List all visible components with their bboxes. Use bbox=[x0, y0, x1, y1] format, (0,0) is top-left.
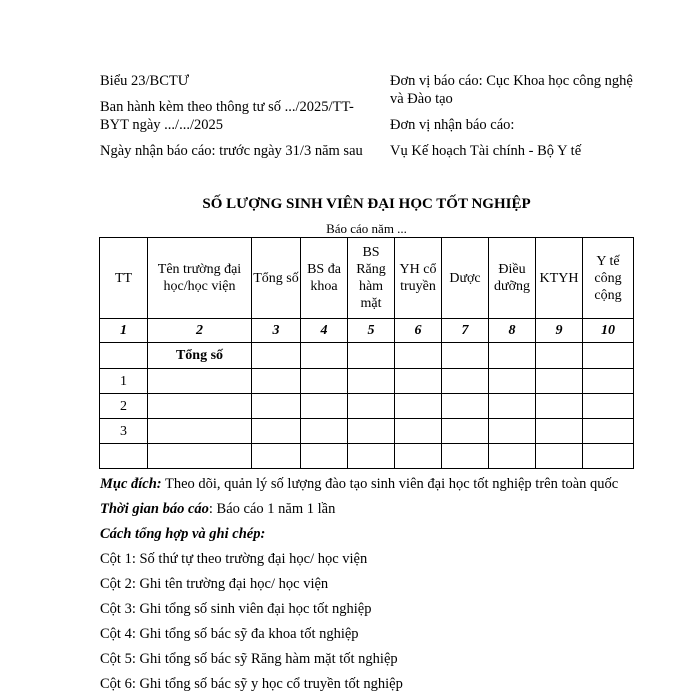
method-line: Cột 5: Ghi tổng số bác sỹ Răng hàm mặt tốt nghiệp bbox=[100, 651, 398, 667]
table-cell bbox=[442, 343, 489, 369]
receiving-unit-label: Đơn vị nhận báo cáo: bbox=[390, 117, 515, 133]
table-cell bbox=[489, 419, 536, 444]
table-row bbox=[100, 444, 634, 469]
table-cell bbox=[536, 343, 583, 369]
table-cell bbox=[100, 343, 148, 369]
table-cell bbox=[348, 419, 395, 444]
column-header: Dược bbox=[442, 238, 489, 319]
header-right bbox=[390, 72, 640, 168]
table-row bbox=[100, 419, 634, 444]
column-number: 3 bbox=[252, 319, 301, 343]
receiving-unit: Vụ Kế hoạch Tài chính - Bộ Y tế bbox=[390, 143, 582, 159]
table-cell bbox=[442, 419, 489, 444]
time-paragraph bbox=[100, 500, 620, 518]
purpose-text: Theo dõi, quản lý số lượng đào tạo sinh viên đại học tốt nghiệp trên toàn quốc bbox=[161, 476, 619, 492]
table-cell bbox=[536, 419, 583, 444]
column-number: 10 bbox=[583, 319, 634, 343]
column-number: 7 bbox=[442, 319, 489, 343]
table-cell bbox=[252, 343, 301, 369]
table-cell bbox=[583, 369, 634, 394]
column-number-row bbox=[100, 319, 634, 343]
table-cell bbox=[536, 369, 583, 394]
table-cell bbox=[301, 343, 348, 369]
table-cell bbox=[252, 444, 301, 469]
table-cell bbox=[252, 394, 301, 419]
method-line: Cột 4: Ghi tổng số bác sỹ đa khoa tốt nghiệp bbox=[100, 626, 359, 642]
method-line: Cột 2: Ghi tên trường đại học/ học viện bbox=[100, 576, 329, 592]
column-number: 8 bbox=[489, 319, 536, 343]
row-number: 1 bbox=[100, 369, 148, 394]
table-cell bbox=[395, 343, 442, 369]
table-cell bbox=[583, 419, 634, 444]
method-line: Cột 3: Ghi tổng số sinh viên đại học tốt nghiệp bbox=[100, 601, 372, 617]
row-number bbox=[100, 444, 148, 469]
column-header: Tổng số bbox=[252, 238, 301, 319]
reporting-unit: Đơn vị báo cáo: Cục Khoa học công nghệ và Đào tạo bbox=[390, 73, 633, 107]
report-table bbox=[99, 237, 634, 469]
column-header: KTYH bbox=[536, 238, 583, 319]
form-code: Biểu 23/BCTƯ bbox=[100, 73, 189, 89]
time-label: Thời gian báo cáo bbox=[100, 501, 209, 517]
method-label: Cách tổng hợp và ghi chép: bbox=[100, 526, 266, 542]
table-cell bbox=[489, 343, 536, 369]
table-cell bbox=[348, 444, 395, 469]
table-cell bbox=[583, 343, 634, 369]
column-number: 9 bbox=[536, 319, 583, 343]
table-cell bbox=[583, 444, 634, 469]
issued-with: Ban hành kèm theo thông tư số .../2025/TT-BYT ngày .../.../2025 bbox=[100, 99, 354, 133]
table-cell bbox=[348, 343, 395, 369]
column-header: YH cổ truyền bbox=[395, 238, 442, 319]
table-cell bbox=[395, 369, 442, 394]
table-cell bbox=[395, 444, 442, 469]
purpose-label: Mục đích: bbox=[100, 476, 162, 492]
column-header: Điều dưỡng bbox=[489, 238, 536, 319]
purpose-paragraph bbox=[100, 475, 620, 493]
total-label: Tổng số bbox=[148, 343, 252, 369]
time-text: : Báo cáo 1 năm 1 lần bbox=[208, 501, 336, 517]
table-cell bbox=[148, 394, 252, 419]
report-title: SỐ LƯỢNG SINH VIÊN ĐẠI HỌC TỐT NGHIỆP bbox=[202, 196, 531, 212]
table-cell bbox=[489, 444, 536, 469]
table-header-row bbox=[100, 238, 634, 319]
table-cell bbox=[395, 419, 442, 444]
table-cell bbox=[301, 394, 348, 419]
table-cell bbox=[442, 444, 489, 469]
column-header: BS Răng hàm mặt bbox=[348, 238, 395, 319]
notes-section bbox=[100, 475, 620, 700]
receipt-date: Ngày nhận báo cáo: trước ngày 31/3 năm sau bbox=[100, 143, 363, 159]
table-cell bbox=[583, 394, 634, 419]
table-cell bbox=[489, 369, 536, 394]
row-number: 2 bbox=[100, 394, 148, 419]
row-number: 3 bbox=[100, 419, 148, 444]
column-header: Y tế công cộng bbox=[583, 238, 634, 319]
column-number: 5 bbox=[348, 319, 395, 343]
method-line: Cột 6: Ghi tổng số bác sỹ y học cổ truyền tốt nghiệp bbox=[100, 676, 403, 692]
table-cell bbox=[301, 444, 348, 469]
table-cell bbox=[442, 369, 489, 394]
table-cell bbox=[148, 444, 252, 469]
method-line: Cột 1: Số thứ tự theo trường đại học/ học viện bbox=[100, 551, 368, 567]
table-cell bbox=[536, 444, 583, 469]
table-cell bbox=[252, 419, 301, 444]
table-cell bbox=[301, 419, 348, 444]
table-cell bbox=[301, 369, 348, 394]
table-cell bbox=[489, 394, 536, 419]
table-cell bbox=[348, 394, 395, 419]
column-number: 2 bbox=[148, 319, 252, 343]
column-header: TT bbox=[100, 238, 148, 319]
column-number: 4 bbox=[301, 319, 348, 343]
column-number: 1 bbox=[100, 319, 148, 343]
table-cell bbox=[252, 369, 301, 394]
total-row bbox=[100, 343, 634, 369]
table-cell bbox=[395, 394, 442, 419]
table-cell bbox=[148, 419, 252, 444]
column-header: BS đa khoa bbox=[301, 238, 348, 319]
column-header: Tên trường đại học/học viện bbox=[148, 238, 252, 319]
header-left bbox=[100, 72, 380, 168]
table-cell bbox=[442, 394, 489, 419]
report-subtitle: Báo cáo năm ... bbox=[326, 221, 407, 236]
table-cell bbox=[348, 369, 395, 394]
column-number: 6 bbox=[395, 319, 442, 343]
table-row bbox=[100, 369, 634, 394]
table-cell bbox=[148, 369, 252, 394]
table-row bbox=[100, 394, 634, 419]
table-cell bbox=[536, 394, 583, 419]
